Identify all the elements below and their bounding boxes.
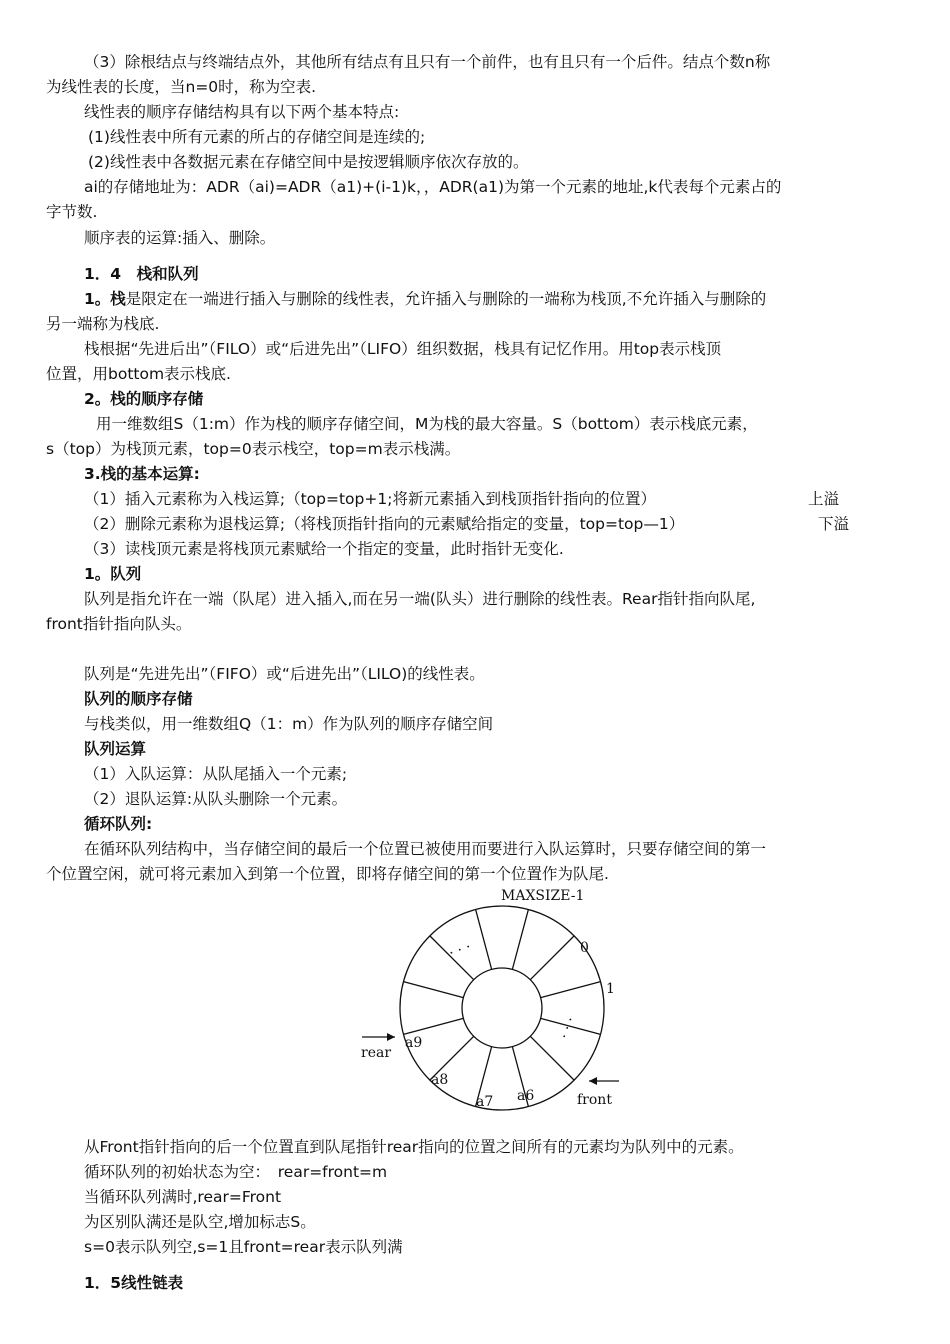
element-a8: a8 [431,1072,449,1088]
list-item: （1）插入元素称为入栈运算;（top=top+1;将新元素插入到栈顶指针指向的位置） [84,490,656,508]
front-label: front [577,1092,612,1108]
para-line: 用一维数组S（1:m）作为栈的顺序存储空间，M为栈的最大容量。S（bottom）表示栈底元素， [96,415,758,433]
para-line: 队列是指允许在一端（队尾）进入插入,而在另一端(队头）进行删除的线性表。Rear指针指向队尾, [84,590,756,608]
subsection-heading: 2。栈的顺序存储 [84,390,204,408]
para-line: s=0表示队列空,s=1且front=rear表示队列满 [84,1238,403,1256]
ring-spoke [530,936,574,980]
subsection-heading: 循环队列: [84,815,153,833]
list-item: （2）删除元素称为退栈运算;（将栈顶指针指向的元素赋给指定的变量，top=top—1） [84,515,685,533]
rear-label: rear [361,1045,392,1061]
ring-spoke [403,982,463,998]
term: 1。栈 [84,290,126,308]
para-line: 从Front指针指向的后一个位置直到队尾指针rear指向的位置之间所有的元素均为队列中的元素。 [84,1138,744,1156]
para-line: 字节数. [46,203,98,221]
para-line: 个位置空闲，就可将元素加入到第一个位置，即将存储空间的第一个位置作为队尾. [46,865,609,883]
para-line: 循环队列的初始状态为空： rear=front=m [84,1163,388,1181]
list-item: (2)线性表中各数据元素在存储空间中是按逻辑顺序依次存放的。 [88,153,529,171]
element-a6: a6 [517,1088,535,1104]
list-item: （2）退队运算:从队头删除一个元素。 [84,790,348,808]
slot-1-label: 1 [606,981,615,997]
para-line [84,289,766,309]
dots-right: · · · [556,1014,580,1042]
para-line: 与栈类似，用一维数组Q（1：m）作为队列的顺序存储空间 [84,715,494,733]
list-item: （3）读栈顶元素是将栈顶元素赋给一个指定的变量，此时指针无变化. [84,540,564,558]
subsection-heading: 3.栈的基本运算: [84,465,200,483]
para-line: 队列是“先进先出”（FIFO）或“后进先出”（LILO)的线性表。 [84,665,485,683]
para-line: 为线性表的长度，当n=0时，称为空表. [46,78,317,96]
para-line: 顺序表的运算:插入、删除。 [84,229,276,247]
para-line: 当循环队列满时,rear=Front [84,1188,282,1206]
ring-spoke [530,1036,574,1080]
para-line: 栈根据“先进后出”（FILO）或“后进先出”（LIFO）组织数据，栈具有记忆作用。用top表示栈顶 [84,340,722,358]
para-line: （3）除根结点与终端结点外，其他所有结点有且只有一个前件，也有且只有一个后件。结点个数n称 [84,53,771,71]
maxsize-label: MAXSIZE-1 [501,888,585,904]
front-arrow [589,1077,619,1085]
subsection-heading: 1。队列 [84,565,142,583]
subsection-heading: 队列的顺序存储 [84,690,193,708]
ring-spoke [512,909,528,969]
side-note: 上溢 [808,490,840,508]
para-line: 另一端称为栈底. [46,315,160,333]
subsection-heading: 队列运算 [84,740,147,758]
para-line: 线性表的顺序存储结构具有以下两个基本特点: [84,103,400,121]
ring-segments [355,880,604,1110]
para-line: 位置，用bottom表示栈底. [46,365,231,383]
dots-top: · · · [446,939,474,962]
list-item: (1)线性表中所有元素的所占的存储空间是连续的; [88,128,426,146]
para-line: 为区别队满还是队空,增加标志S。 [84,1213,316,1231]
element-a7: a7 [476,1094,494,1110]
slot-0-label: 0 [580,940,589,956]
list-item: （1）入队运算：从队尾插入一个元素; [84,765,348,783]
section-heading: 1．4 栈和队列 [84,265,199,283]
element-a9: a9 [405,1035,423,1051]
ring-spoke [403,1018,463,1034]
para-line: s（top）为栈顶元素，top=0表示栈空，top=m表示栈满。 [46,440,461,458]
ring-spoke [541,982,601,998]
para-line: ai的存储地址为：ADR（ai)=ADR（a1)+(i-1)k，，ADR(a1)为第一个元素的地址,k代表每个元素占的 [84,178,782,196]
ring-spoke [476,909,492,969]
circular-queue-diagram [355,880,635,1120]
para-line: front指针指向队头。 [46,615,192,633]
section-heading: 1．5线性链表 [84,1274,184,1292]
term-definition: 是限定在一端进行插入与删除的线性表，允许插入与删除的一端称为栈顶,不允许插入与删除的 [125,290,767,308]
side-note: 下溢 [818,515,850,533]
rear-arrow [362,1033,395,1041]
para-line: 在循环队列结构中，当存储空间的最后一个位置已被使用而要进行入队运算时，只要存储空间的第一 [84,840,767,858]
